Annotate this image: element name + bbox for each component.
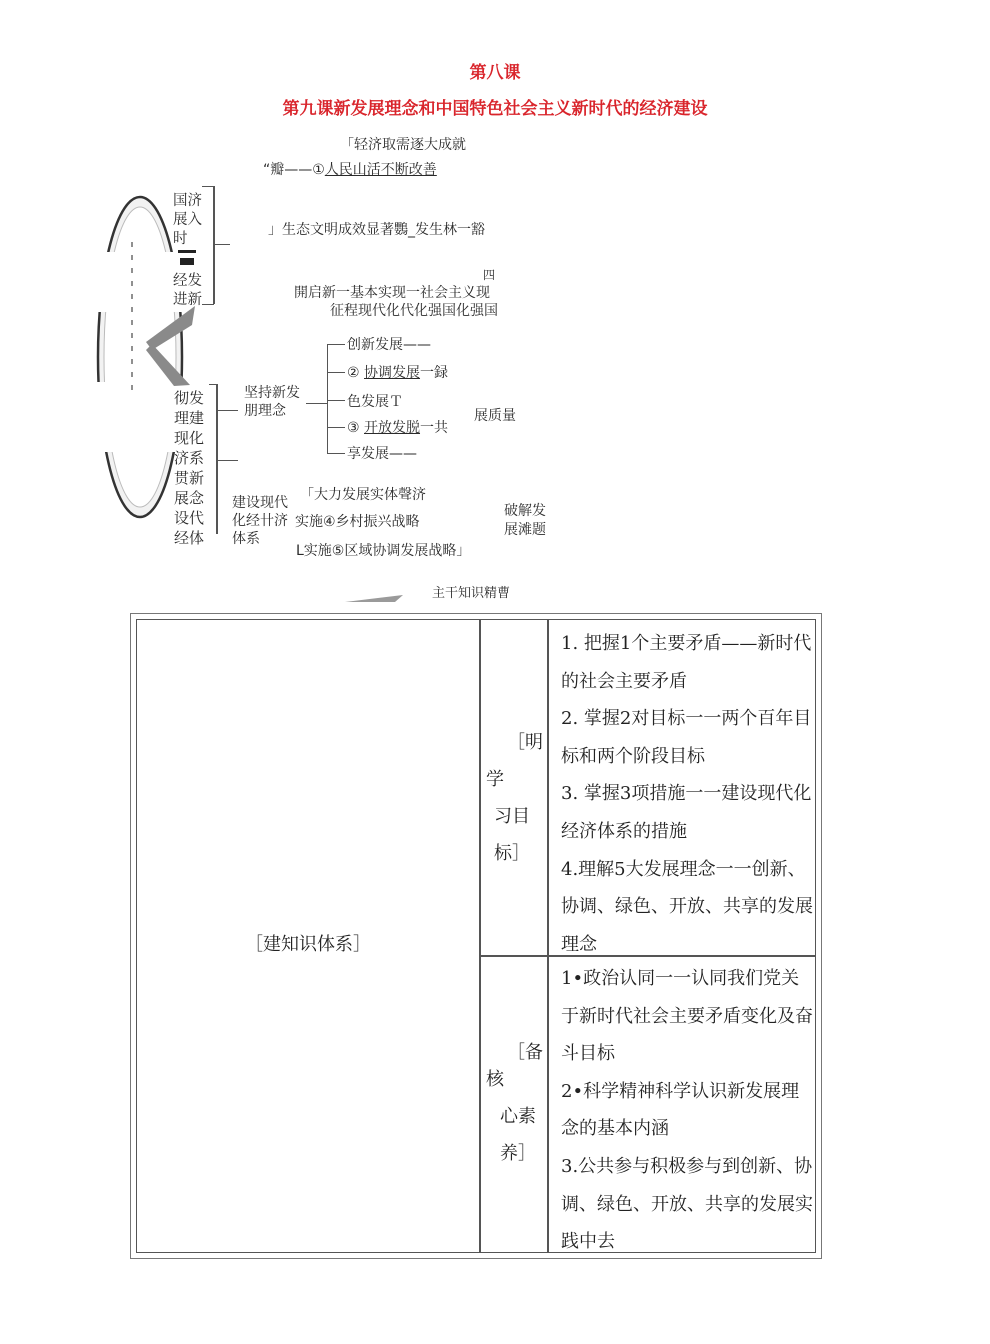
measure-item: 「大力发展实体聲济 <box>300 487 426 503</box>
table-cell-knowledge-system <box>136 619 480 1253</box>
bracket-line <box>213 186 215 304</box>
measure-item: L实施⑤区域协调发展战略」 <box>296 543 471 559</box>
bracket-line <box>216 384 218 534</box>
table-cell-literacy-label <box>480 956 548 1253</box>
literacy-label-line: 心素 <box>500 1106 536 1127</box>
list-item: 2. 掌握2对目标一一两个百年目标和两个阶段目标 <box>561 708 812 767</box>
caption-decoration <box>345 594 405 604</box>
literacy-list <box>561 960 815 1261</box>
list-item: 1. 把握1个主要矛盾——新时代的社会主要矛盾 <box>561 633 812 692</box>
literacy-label-line: ［备 <box>507 1042 543 1063</box>
top-item: 征程现代化代化强国化强国 <box>330 303 498 319</box>
knowledge-system-label: ［建知识体系］ <box>245 934 371 955</box>
goals-label-line: ［明 <box>507 732 543 753</box>
literacy-label-line: 养］ <box>500 1143 536 1164</box>
goals-list <box>561 625 815 963</box>
table-cell-goals-label <box>480 619 548 956</box>
goals-label-line: 习目 <box>494 806 530 827</box>
branch-line <box>327 427 345 428</box>
knowledge-table <box>130 613 822 1259</box>
bracket-line <box>218 460 238 461</box>
bracket-line <box>218 410 238 411</box>
branch-line <box>327 344 345 345</box>
goals-label-line: 标］ <box>494 843 530 864</box>
brace-arms <box>140 300 200 390</box>
list-item: 2•科学精神科学认识新发展理念的基本内涵 <box>561 1080 800 1140</box>
branch-item: 创新发展—— <box>347 337 431 353</box>
branch-line <box>327 400 345 401</box>
bracket-line <box>209 384 217 385</box>
branch-item: ③ 开放发脱一共 <box>347 420 449 436</box>
top-vertical-label-a: 国济展入时 <box>173 193 202 247</box>
bracket-line <box>202 304 214 305</box>
divider-mark <box>180 258 194 265</box>
table-cell-literacy-content <box>548 956 816 1253</box>
branch-result: 展质量 <box>474 408 516 424</box>
lesson-label: 第八课 <box>469 63 521 83</box>
branch-result: 破解发展滩题 <box>504 503 546 538</box>
measure-item: 实施④乡村振兴战略 <box>295 514 420 530</box>
branch-line <box>306 403 328 404</box>
list-item: 3.公共参与积极参与到创新、协调、绿色、开放、共享的发展实践中去 <box>561 1155 813 1253</box>
divider-mark <box>178 250 196 253</box>
literacy-label-line: 核 <box>486 1069 504 1090</box>
branch-line <box>327 344 328 454</box>
table-cell-goals-content <box>548 619 816 956</box>
goals-label-line: 学 <box>486 769 504 790</box>
branch-new-concept: 坚持新发朋理念 <box>244 385 300 419</box>
top-vertical-label-b: 经发进新 <box>173 273 202 308</box>
top-item: 開启新一基本实现一社会主义现 <box>294 285 490 301</box>
top-item: “瓣——①人民山活不断改善 <box>263 162 437 178</box>
branch-item: ② 协调发展一録 <box>347 365 449 381</box>
top-item: 四 <box>483 268 496 282</box>
section-caption: 主干知识精曹 <box>432 586 511 601</box>
bracket-line <box>214 244 230 245</box>
branch-line <box>327 372 345 373</box>
bottom-vertical-label: 彻发理建现化济系贯新展念设代经体 <box>174 389 205 547</box>
branch-modern-economy: 建设现代化经卄济体系 <box>232 495 288 547</box>
list-item: 3. 掌握3项措施一一建设现代化经济体系的措施 <box>561 783 812 842</box>
top-item: 「轻济取需逐大成就 <box>340 137 466 153</box>
bracket-line <box>202 186 214 187</box>
branch-item: 色发展Ｔ <box>347 394 403 410</box>
branch-line <box>327 453 345 454</box>
list-item: 1•政治认同一一认同我们党关于新时代社会主要矛盾变化及奋斗目标 <box>561 968 813 1065</box>
branch-item: 享发展—— <box>347 446 417 462</box>
list-item: 4.理解5大发展理念一一创新、协调、绿色、开放、共享的发展理念 <box>561 858 813 955</box>
page-title: 第九课新发展理念和中国特色社会主义新时代的经济建设 <box>282 99 708 119</box>
top-item: 」生态文明成效显著鸚_发生林一豁 <box>268 222 485 238</box>
